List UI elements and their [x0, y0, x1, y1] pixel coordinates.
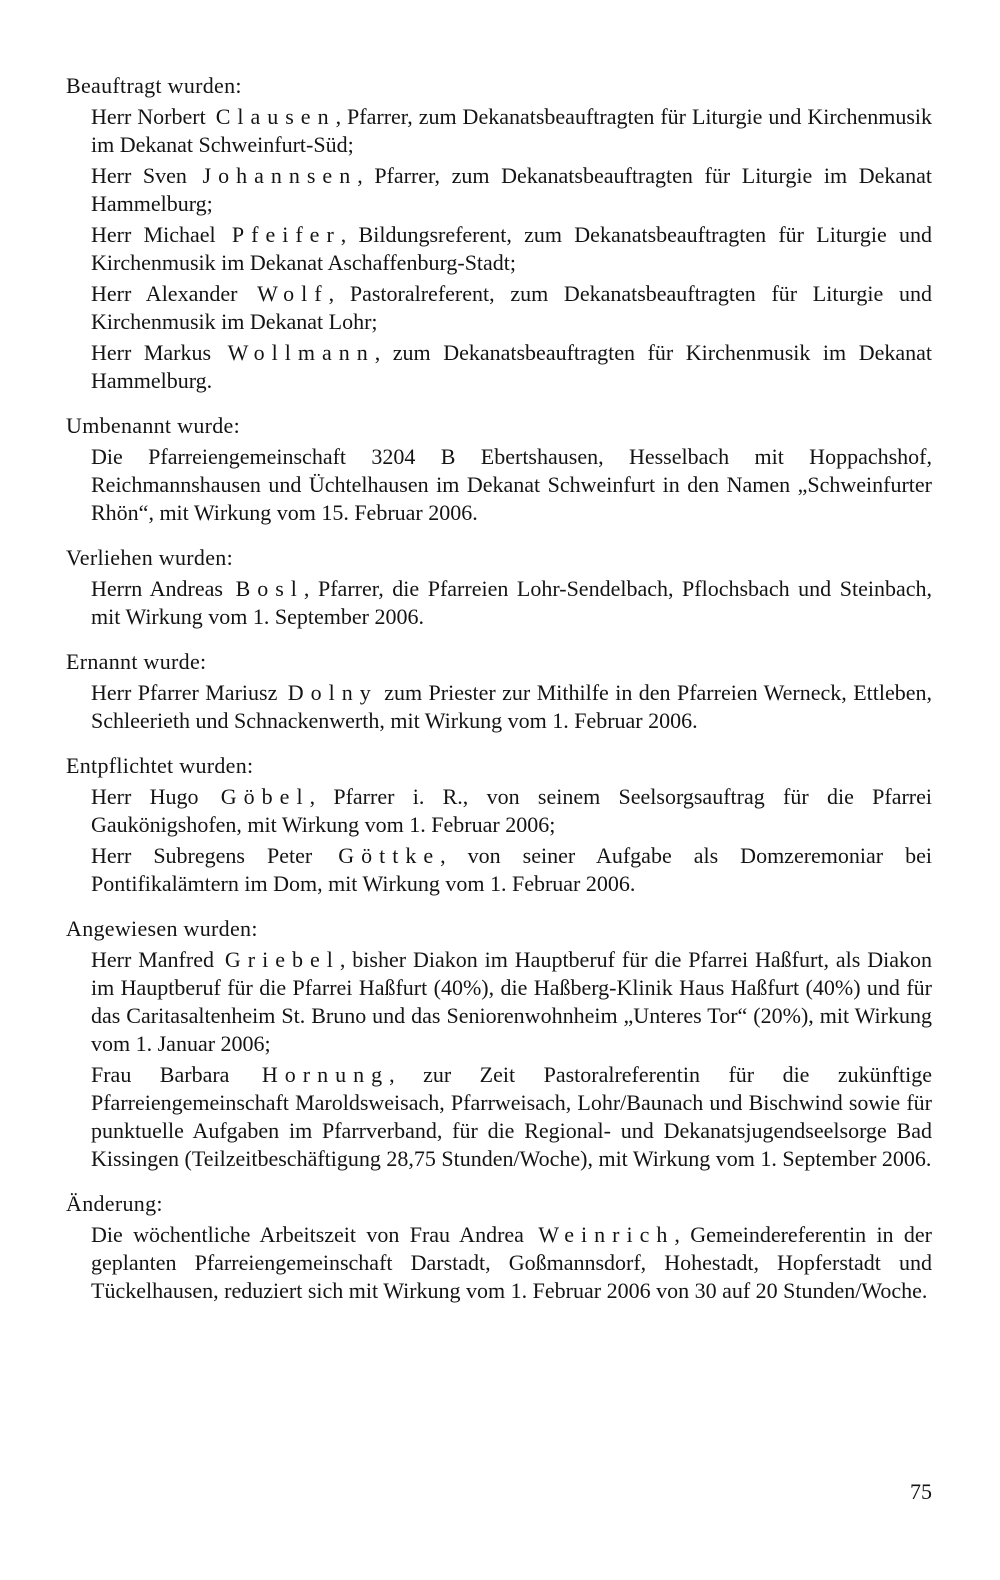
- section-ernannt: [66, 648, 932, 735]
- entry-wolf: [91, 280, 932, 336]
- entry-text: Herr Pfarrer Mariusz: [91, 680, 278, 705]
- entry-dolny: [91, 679, 932, 735]
- person-name: Bosl: [235, 576, 304, 601]
- entry-text: zum Priester zur Mithilfe in den Pfarreien Werneck, Ettleben, Schleerieth und Schnackenwerth, mit Wirkung vom 1. Februar 2006.: [91, 680, 932, 733]
- section-heading: Ernannt wurde:: [66, 649, 207, 674]
- entry-text: Die wöchentliche Arbeitszeit von Frau Andrea: [91, 1222, 524, 1247]
- person-name: Johannsen: [202, 163, 358, 188]
- section-heading: Angewiesen wurden:: [66, 916, 258, 941]
- entry-hornung: [91, 1061, 932, 1173]
- page-number: 75: [910, 1479, 932, 1504]
- entry-pfarreiengemeinschaft: [91, 443, 932, 527]
- entry-text: Frau Barbara: [91, 1062, 230, 1087]
- entry-text: Herr Sven: [91, 163, 187, 188]
- entry-text: Herr Manfred: [91, 947, 214, 972]
- person-name: Griebel: [224, 947, 340, 972]
- entry-wollmann: [91, 339, 932, 395]
- person-name: Weinrich: [538, 1222, 675, 1247]
- entry-text: Die Pfarreiengemeinschaft 3204 B Ebertshausen, Hesselbach mit Hoppachshof, Reichmannshausen und Üchtelhausen im Dekanat Schweinfurt in den Namen „Schweinfurter Rhön“, mit Wirkung vom 15. Februar 2006.: [91, 444, 932, 525]
- section-umbenannt: [66, 412, 932, 527]
- entry-pfeifer: [91, 221, 932, 277]
- section-heading: Entpflichtet wurden:: [66, 753, 254, 778]
- entry-text: Herr Subregens Peter: [91, 843, 313, 868]
- document-body: [66, 72, 932, 1322]
- person-name: Wollmann: [227, 340, 375, 365]
- section-heading: Verliehen wurden:: [66, 545, 233, 570]
- entry-text: Herr Michael: [91, 222, 216, 247]
- section-beauftragt: [66, 72, 932, 395]
- entry-text: Herr Norbert: [91, 104, 206, 129]
- entry-bosl: [91, 575, 932, 631]
- entry-weinrich: [91, 1221, 932, 1305]
- entry-text: , von seiner Aufgabe als Domzeremoniar bei Pontifikalämtern im Dom, mit Wirkung vom 1. Februar 2006.: [91, 843, 933, 896]
- entry-griebel: [91, 946, 932, 1058]
- entry-text: , Bildungsreferent, zum Dekanatsbeauftragten für Liturgie und Kirchenmusik im Dekanat Aschaffenburg-Stadt;: [91, 222, 932, 275]
- entry-text: , zur Zeit Pastoralreferentin für die zukünftige Pfarreiengemeinschaft Maroldsweisach, Pfarrweisach, Lohr/Baunach und Bischwind sowie für punktuelle Aufgaben im Pfarrverband, für die Regional- und Dekanatsjugendseelsorge Bad Kissingen (Teilzeitbeschäftigung 28,75 Stunden/Woche), mit Wirkung vom 1. September 2006.: [91, 1062, 933, 1171]
- section-aenderung: [66, 1190, 932, 1305]
- person-name: Wolf: [257, 281, 329, 306]
- entry-text: Herr Markus: [91, 340, 212, 365]
- entry-text: , Gemeindereferentin in der geplanten Pfarreiengemeinschaft Darstadt, Goßmannsdorf, Hohestadt, Hopferstadt und Tückelhausen, reduziert sich mit Wirkung vom 1. Februar 2006 von 30 auf 20 Stunden/Woche.: [91, 1222, 932, 1303]
- section-heading: Beauftragt wurden:: [66, 73, 242, 98]
- entry-text: Herr Hugo: [91, 784, 199, 809]
- entry-text: , Pfarrer, die Pfarreien Lohr-Sendelbach, Pflochsbach und Steinbach, mit Wirkung vom 1. September 2006.: [91, 576, 932, 629]
- section-angewiesen: [66, 915, 932, 1173]
- entry-johannsen: [91, 162, 932, 218]
- entry-text: , Pfarrer, zum Dekanatsbeauftragten für Liturgie und Kirchenmusik im Dekanat Schweinfurt-Süd;: [91, 104, 933, 157]
- section-heading: Umbenannt wurde:: [66, 413, 241, 438]
- person-name: Göbel: [220, 784, 310, 809]
- entry-text: Herrn Andreas: [91, 576, 223, 601]
- section-verliehen: [66, 544, 932, 631]
- section-heading: Änderung:: [66, 1191, 163, 1216]
- entry-text: , Pastoralreferent, zum Dekanatsbeauftragten für Liturgie und Kirchenmusik im Dekanat Lohr;: [91, 281, 932, 334]
- entry-text: Herr Alexander: [91, 281, 238, 306]
- entry-text: , zum Dekanatsbeauftragten für Kirchenmusik im Dekanat Hammelburg.: [91, 340, 932, 393]
- entry-goettke: [91, 842, 932, 898]
- entry-text: , Pfarrer, zum Dekanatsbeauftragten für Liturgie im Dekanat Hammelburg;: [91, 163, 933, 216]
- entry-text: , bisher Diakon im Hauptberuf für die Pfarrei Haßfurt, als Diakon im Hauptberuf für die Pfarrei Haßfurt (40%), die Haßberg-Klinik Haus Haßfurt (40%) und für das Caritasaltenheim St. Bruno und das Seniorenwohnheim „Unteres Tor“ (20%), mit Wirkung vom 1. Januar 2006;: [91, 947, 932, 1056]
- person-name: Clausen: [215, 104, 336, 129]
- section-entpflichtet: [66, 752, 932, 898]
- person-name: Göttke: [338, 843, 441, 868]
- person-name: Pfeifer: [231, 222, 341, 247]
- person-name: Hornung: [261, 1062, 390, 1087]
- entry-clausen: [91, 103, 932, 159]
- person-name: Dolny: [287, 680, 378, 705]
- entry-goebel: [91, 783, 932, 839]
- entry-text: , Pfarrer i. R., von seinem Seelsorgsauftrag für die Pfarrei Gaukönigshofen, mit Wirkung vom 1. Februar 2006;: [91, 784, 932, 837]
